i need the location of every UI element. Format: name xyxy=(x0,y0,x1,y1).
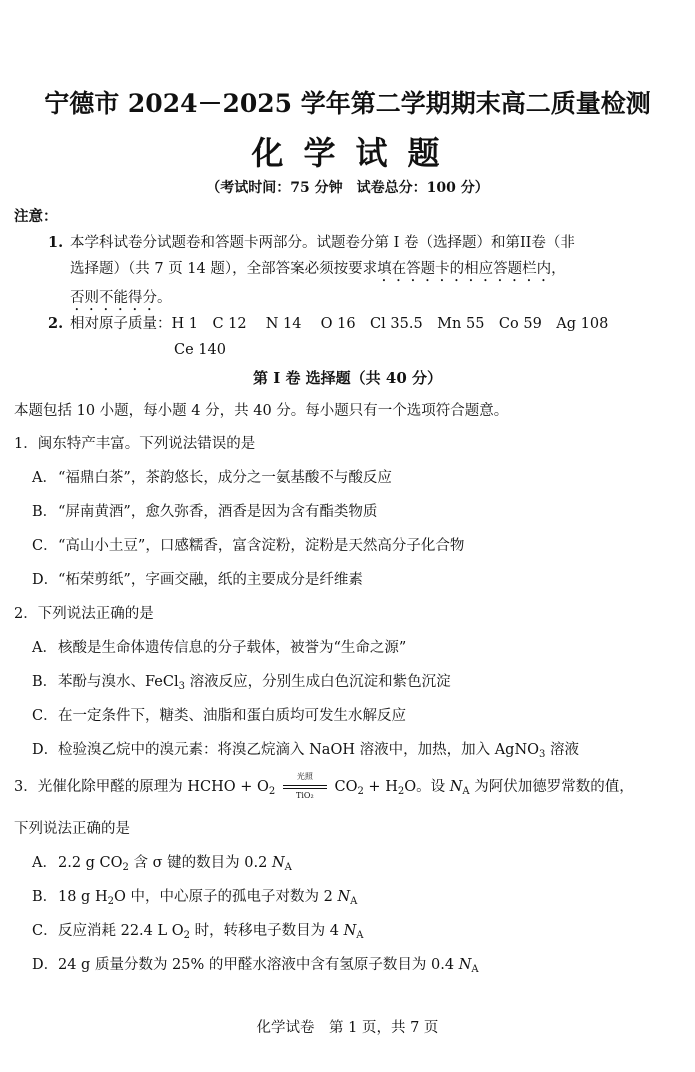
question-2-option-c xyxy=(32,704,406,725)
option-label: C． xyxy=(32,708,58,724)
stem-text: + H xyxy=(363,779,398,795)
stem-text: O。设 xyxy=(404,779,450,795)
arrow-condition-bottom: TiO₂ xyxy=(296,791,314,800)
stem-text: 为阿伏加德罗常数的值， xyxy=(469,779,634,795)
section-instruction: 本题包括 10 小题，每小题 4 分，共 40 分。每小题只有一个选项符合题意。 xyxy=(14,403,509,419)
avogadro-symbol: N xyxy=(343,923,357,939)
option-label: A． xyxy=(32,640,57,656)
option-text: 反应消耗 22.4 L O xyxy=(58,923,184,939)
note-text xyxy=(70,311,678,363)
avogadro-symbol: N xyxy=(271,855,285,871)
option-text: 24 g 质量分数为 25% 的甲醛水溶液中含有氢原子数目为 0.4 xyxy=(58,957,459,973)
avogadro-symbol: N xyxy=(449,779,463,795)
subscript: 3 xyxy=(539,749,546,760)
note-item-2 xyxy=(48,311,678,363)
question-3-option-d xyxy=(32,953,479,975)
option-text: 含 σ 键的数目为 0.2 xyxy=(128,855,272,871)
option-text: 2.2 g CO xyxy=(58,855,123,871)
subscript: A xyxy=(284,862,292,873)
notes-heading: 注意： xyxy=(14,208,58,225)
option-text: O 中，中心原子的孤电子对数为 2 xyxy=(113,889,338,905)
page-footer: 化学试卷 第 1 页，共 7 页 xyxy=(256,1020,439,1036)
option-label: B． xyxy=(32,889,58,905)
option-label: A． xyxy=(32,855,57,871)
question-2-stem: 2．下列说法正确的是 xyxy=(14,606,154,622)
option-text: 检验溴乙烷中的溴元素：将溴乙烷滴入 NaOH 溶液中，加热，加入 AgNO xyxy=(58,742,540,758)
emphasized-text: 填在答题卡的相应答题栏内 xyxy=(377,261,552,277)
atomic-masses-cont: Ce 140 xyxy=(174,342,226,358)
question-3-stem xyxy=(14,772,634,800)
option-label: B． xyxy=(32,504,58,520)
section-title: 第 I 卷 选择题（共 40 分） xyxy=(252,369,442,387)
subscript: 2 xyxy=(122,862,129,873)
arrow-condition-top: 光照 xyxy=(296,772,313,781)
question-2-option-a xyxy=(32,636,406,657)
subscript: 2 xyxy=(357,786,364,797)
option-text: 溶液 xyxy=(545,742,580,758)
exam-title: 宁德市 2024－2025 学年第二学期期末高二质量检测 xyxy=(44,89,651,118)
question-3-stem-line2: 下列说法正确的是 xyxy=(14,821,130,837)
note-number: 1. xyxy=(48,234,64,251)
note-number: 2. xyxy=(48,315,64,332)
question-1-option-d xyxy=(32,568,363,589)
option-label: B． xyxy=(32,674,58,690)
note-line: 本学科试卷分试题卷和答题卡两部分。试题卷分第 I 卷（选择题）和第II卷（非 xyxy=(70,235,575,251)
subscript: 2 xyxy=(183,930,191,941)
question-1-option-b xyxy=(32,500,377,521)
option-label: D． xyxy=(32,742,59,758)
subscript: A xyxy=(350,896,358,907)
subscript: A xyxy=(462,786,470,797)
note-punct: ， xyxy=(551,261,566,277)
option-text: “柘荣剪纸”，字画交融，纸的主要成分是纤维素 xyxy=(58,572,363,588)
question-1-option-c xyxy=(32,534,464,555)
subscript: 2 xyxy=(397,786,405,797)
exam-info: （考试时间：75 分钟 试卷总分：100 分） xyxy=(206,180,489,196)
question-2-option-b xyxy=(32,670,451,692)
note-text xyxy=(70,230,678,314)
atomic-masses: 相对原子质量：H 1 C 12 N 14 O 16 Cl 35.5 Mn 55 Co 59 Ag 108 xyxy=(70,316,609,332)
question-3-option-c xyxy=(32,919,364,941)
note-item-1 xyxy=(48,230,678,314)
question-3-option-a xyxy=(32,851,292,873)
option-text: “屏南黄酒”，愈久弥香，酒香是因为含有酯类物质 xyxy=(58,504,378,520)
option-label: D． xyxy=(32,957,59,973)
subscript: A xyxy=(356,930,364,941)
subscript: 2 xyxy=(268,786,276,797)
option-label: D． xyxy=(32,572,59,588)
option-text: 苯酚与溴水、FeCl xyxy=(58,674,179,690)
avogadro-symbol: N xyxy=(337,889,351,905)
stem-text: 3．光催化除甲醛的原理为 HCHO + O xyxy=(14,779,269,795)
stem-text: CO xyxy=(329,779,358,795)
option-text: 核酸是生命体遗传信息的分子载体，被誉为“生命之源” xyxy=(58,640,407,656)
question-3-option-b xyxy=(32,885,357,907)
option-label: C． xyxy=(32,538,58,554)
avogadro-symbol: N xyxy=(458,957,472,973)
note-line: 选择题）（共 7 页 14 题），全部答案必须按要求 xyxy=(70,261,378,277)
arrow-line xyxy=(283,785,327,786)
question-2-option-d xyxy=(32,738,579,760)
subscript: 3 xyxy=(178,681,185,692)
question-1-stem: 1．闽东特产丰富。下列说法错误的是 xyxy=(14,436,256,452)
subscript: A xyxy=(471,964,479,975)
subject-title: 化学试题 xyxy=(251,134,460,172)
option-text: 18 g H xyxy=(58,889,108,905)
option-text: “福鼎白茶”，茶韵悠长，成分之一氨基酸不与酸反应 xyxy=(58,470,392,486)
option-label: C． xyxy=(32,923,58,939)
subscript: 2 xyxy=(107,896,114,907)
reaction-arrow xyxy=(283,772,327,800)
option-label: A． xyxy=(32,470,57,486)
option-text: 时，转移电子数目为 4 xyxy=(190,923,344,939)
option-text: 溶液反应，分别生成白色沉淀和紫色沉淀 xyxy=(184,674,451,690)
option-text: “高山小土豆”，口感糯香，富含淀粉，淀粉是天然高分子化合物 xyxy=(58,538,465,554)
emphasized-text: 否则不能得分。 xyxy=(70,290,172,306)
option-text: 在一定条件下，糖类、油脂和蛋白质均可发生水解反应 xyxy=(58,708,406,724)
arrow-line xyxy=(283,788,327,789)
question-1-option-a xyxy=(32,466,392,487)
